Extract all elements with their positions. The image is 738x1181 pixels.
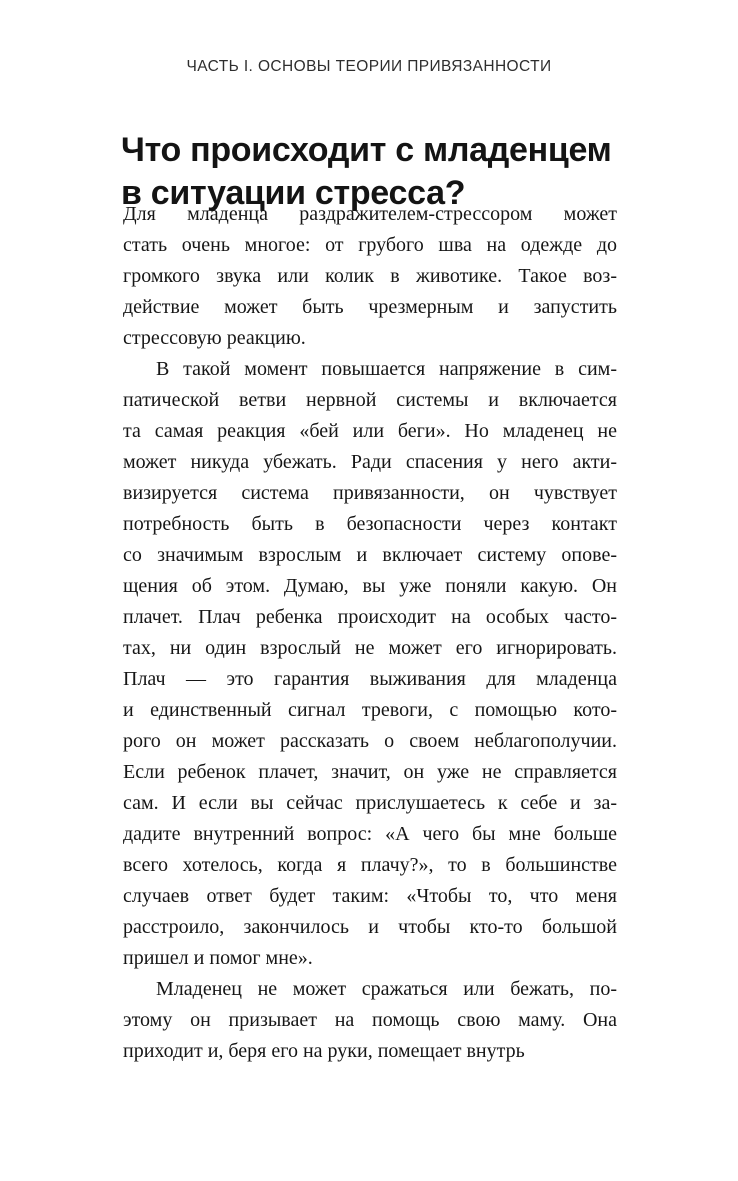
chapter-title-line-1: Что происходит с младенцем [121, 130, 612, 169]
text-line: Плач — это гарантия выживания для младенца [123, 668, 617, 690]
text-line: рого он может рассказать о своем неблагополучии. [123, 730, 617, 752]
body-text [123, 199, 617, 1067]
text-line: расстроило, закончилось и чтобы кто-то большой [123, 916, 617, 938]
text-line: патической ветви нервной системы и включается [123, 389, 617, 411]
text-line: тах, ни один взрослый не может его игнорировать. [123, 637, 617, 659]
text-line: со значимым взрослым и включает систему опове- [123, 544, 617, 566]
text-line: Младенец не может сражаться или бежать, по- [156, 978, 617, 1000]
paragraph [123, 354, 617, 974]
text-line: визируется система привязанности, он чувствует [123, 482, 617, 504]
text-line: В такой момент повышается напряжение в сим- [156, 358, 617, 380]
text-line: сам. И если вы сейчас прислушаетесь к себе и за- [123, 792, 617, 814]
text-line: пришел и помог мне». [123, 947, 313, 969]
text-line: плачет. Плач ребенка происходит на особых часто- [123, 606, 617, 628]
text-line: потребность быть в безопасности через контакт [123, 513, 617, 535]
text-line: та самая реакция «бей или беги». Но младенец не [123, 420, 617, 442]
text-line: стать очень многое: от грубого шва на одежде до [123, 234, 617, 256]
text-line: стрессовую реакцию. [123, 327, 306, 349]
text-line: щения об этом. Думаю, вы уже поняли какую. Он [123, 575, 617, 597]
text-line: Если ребенок плачет, значит, он уже не справляется [123, 761, 617, 783]
running-head: ЧАСТЬ I. ОСНОВЫ ТЕОРИИ ПРИВЯЗАННОСТИ [186, 58, 552, 75]
text-line: дадите внутренний вопрос: «А чего бы мне больше [123, 823, 617, 845]
text-line: действие может быть чрезмерным и запустить [123, 296, 617, 318]
paragraph [123, 199, 617, 354]
text-line: случаев ответ будет таким: «Чтобы то, что меня [123, 885, 617, 907]
text-line: громкого звука или колик в животике. Такое воз- [123, 265, 617, 287]
text-line: и единственный сигнал тревоги, с помощью кото- [123, 699, 617, 721]
paragraph [123, 974, 617, 1067]
text-line: приходит и, беря его на руки, помещает внутрь [123, 1040, 525, 1062]
text-line: всего хотелось, когда я плачу?», то в большинстве [123, 854, 617, 876]
chapter-title-line-2: в ситуации стресса? [121, 173, 466, 212]
text-line: этому он призывает на помощь свою маму. Она [123, 1009, 617, 1031]
text-line: Для младенца раздражителем-стрессором может [123, 203, 617, 225]
text-line: может никуда убежать. Ради спасения у него акти- [123, 451, 617, 473]
